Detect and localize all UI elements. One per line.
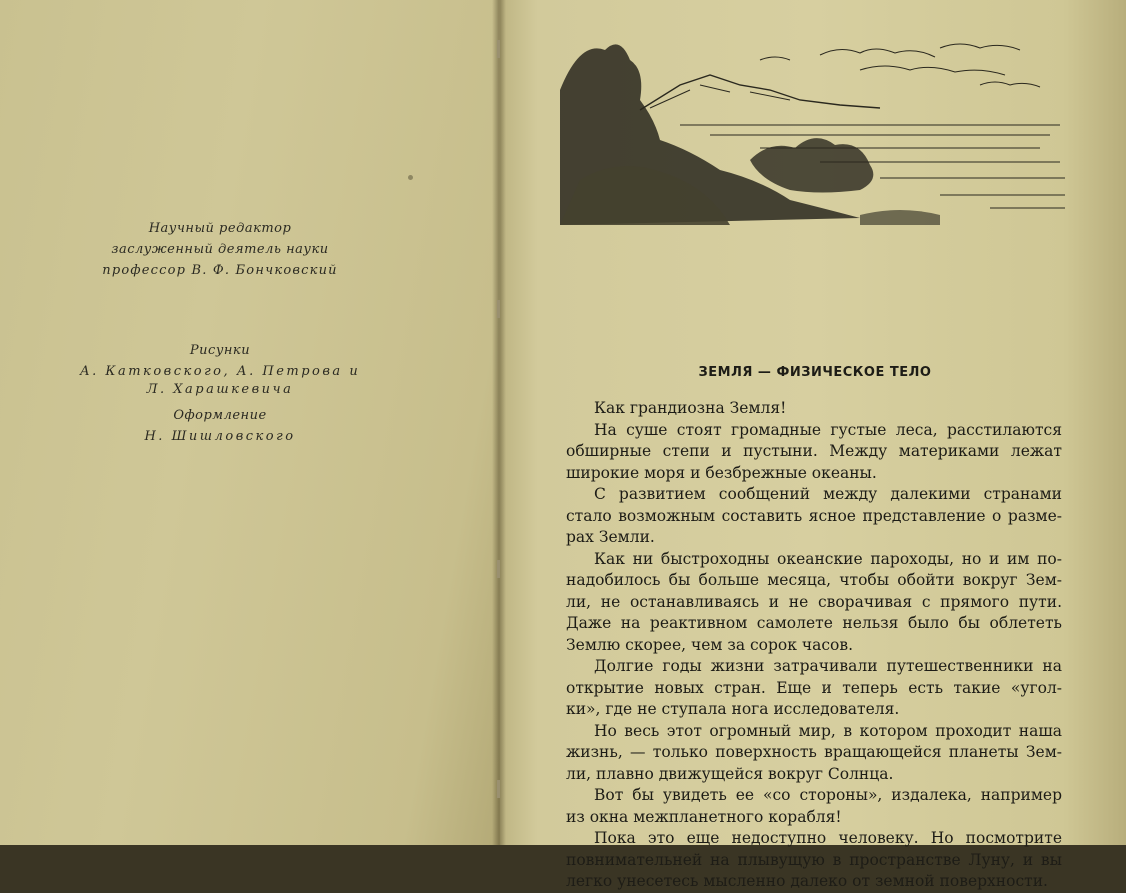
binding-stitch bbox=[497, 780, 500, 798]
text-line: повнимательней на плывущую в пространстве Луну, и вы bbox=[566, 850, 1062, 869]
editor-credit bbox=[30, 218, 410, 281]
text-line: Землю скорее, чем за сорок часов. bbox=[566, 635, 854, 654]
designer-name: Н. Шишловского bbox=[144, 429, 296, 444]
book-gutter bbox=[492, 0, 506, 845]
text-line: стало возможным составить ясное представление о разме- bbox=[566, 506, 1062, 525]
text-line: ли, не останавливаясь и не сворачивая с прямого пути. bbox=[566, 592, 1062, 611]
binding-stitch bbox=[497, 300, 500, 318]
text-line: Даже на реактивном самолете нельзя было бы облететь bbox=[566, 614, 1062, 632]
text-line: Но весь этот огромный мир, в котором проходит наша bbox=[594, 721, 1062, 740]
paper-speck bbox=[408, 175, 413, 180]
binding-stitch bbox=[497, 40, 500, 58]
editor-line: Научный редактор bbox=[148, 221, 292, 236]
illustrators-line: Л. Харашкевича bbox=[146, 382, 294, 397]
text-line: широкие моря и безбрежные океаны. bbox=[566, 463, 877, 482]
text-line: ли, плавно движущейся вокруг Солнца. bbox=[566, 764, 894, 783]
text-line: На суше стоят громадные густые леса, расстилаются bbox=[594, 420, 1062, 439]
text-line: жизнь, — только поверхность вращающейся планеты Зем- bbox=[566, 743, 1062, 761]
landscape-illustration bbox=[560, 30, 1070, 225]
text-line: ки», где не ступала нога исследователя. bbox=[566, 700, 900, 718]
illustrators-line: А. Катковского, А. Петрова и bbox=[79, 364, 361, 379]
illustrations-heading: Рисунки bbox=[189, 343, 251, 358]
design-heading: Оформление bbox=[173, 408, 267, 423]
text-line: рах Земли. bbox=[566, 528, 655, 546]
text-line: из окна межпланетного корабля! bbox=[566, 807, 842, 826]
binding-stitch bbox=[497, 560, 500, 578]
text-line: надобилось бы больше месяца, чтобы обойти вокруг Зем- bbox=[566, 571, 1062, 589]
text-line: Как ни быстроходны океанские пароходы, но и им по- bbox=[594, 549, 1062, 568]
text-line: Как грандиозна Земля! bbox=[594, 399, 787, 417]
text-line: Пока это еще недоступно человеку. Но посмотрите bbox=[594, 829, 1062, 847]
text-line: Вот бы увидеть ее «со стороны», издалека, например bbox=[594, 786, 1062, 804]
chapter-body bbox=[566, 398, 1062, 893]
text-line: легко унесетесь мысленно далеко от земной поверхности. bbox=[566, 872, 1048, 890]
text-line: обширные степи и пустыни. Между материками лежат bbox=[566, 442, 1062, 460]
illustrations-credit bbox=[30, 340, 410, 447]
text-line: открытие новых стран. Еще и теперь есть такие «угол- bbox=[566, 678, 1062, 697]
text-line: Долгие годы жизни затрачивали путешественники на bbox=[594, 657, 1062, 675]
chapter-title: ЗЕМЛЯ — ФИЗИЧЕСКОЕ ТЕЛО bbox=[698, 365, 932, 380]
text-line: С развитием сообщений между далекими странами bbox=[594, 485, 1062, 503]
editor-line: заслуженный деятель науки bbox=[111, 242, 329, 257]
editor-line: профессор В. Ф. Бончковский bbox=[102, 263, 338, 278]
